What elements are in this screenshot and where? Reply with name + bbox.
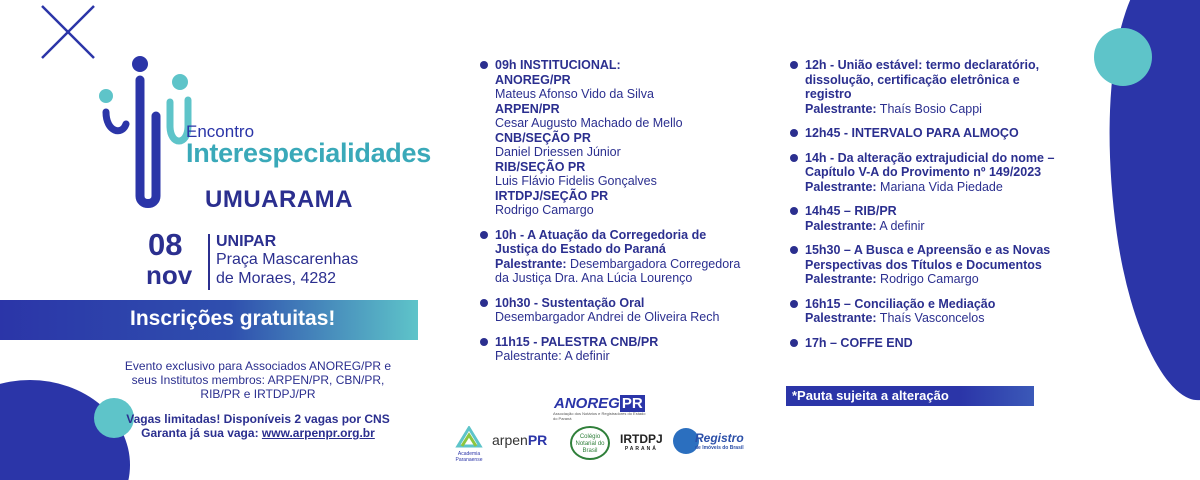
speaker-name: Rodrigo Camargo	[876, 272, 979, 286]
schedule-item	[480, 296, 780, 325]
registration-banner-text: Inscrições gratuitas!	[130, 307, 336, 330]
anoreg-logo	[554, 395, 645, 412]
anoreg-logo-text: ANOREG	[554, 395, 620, 412]
event-city: UMUARAMA	[205, 186, 353, 213]
registro-logo	[695, 431, 744, 451]
schedule-item	[790, 243, 1090, 287]
schedule-title: Capítulo V-A do Provimento nº 149/2023	[805, 165, 1042, 179]
decorative-circle-top-right	[1094, 28, 1152, 86]
x-decoration-icon	[38, 2, 98, 62]
eligibility-notice	[100, 359, 416, 401]
speaker-name: Desembargadora Corregedora	[566, 256, 741, 271]
schedule-title: dissolução, certificação eletrônica e	[805, 72, 1020, 87]
organization-name: IRTDPJ/SEÇÃO PR	[495, 188, 609, 203]
person-name: Mateus Afonso Vido da Silva	[495, 87, 654, 101]
schedule-title: 17h – COFFE END	[805, 335, 913, 350]
schedule-item	[790, 126, 1090, 141]
colegio-notarial-logo: Colégio Notarial do Brasil	[570, 426, 610, 460]
schedule-title: 11h15 - PALESTRA CNB/PR	[495, 334, 659, 349]
anoreg-logo-pr: PR	[621, 395, 643, 412]
schedule-title: 10h30 - Sustentação Oral	[495, 295, 645, 310]
person-name: Rodrigo Camargo	[495, 203, 594, 217]
schedule-item	[790, 58, 1090, 116]
schedule-item	[790, 151, 1090, 195]
speaker-label: Palestrante:	[805, 101, 877, 116]
limited-spots-text: Vagas limitadas! Disponíveis 2 vagas por CNS	[126, 412, 390, 426]
irtdpj-logo-text: IRTDPJ	[620, 432, 663, 446]
program-column-right	[790, 58, 1090, 360]
speaker-name: da Justiça Dra. Ana Lúcia Lourenço	[495, 271, 693, 285]
arpen-logo-text: arpen	[492, 432, 528, 448]
speaker-name: Thaís Bosio Cappi	[876, 101, 982, 116]
schedule-item	[790, 204, 1090, 233]
speaker-label: Palestrante:	[805, 311, 877, 325]
organization-name: ARPEN/PR	[495, 101, 560, 116]
irtdpj-logo-subtitle: PARANÁ	[624, 446, 658, 452]
event-title-small: Encontro	[186, 122, 255, 141]
academia-logo-text: Academia Paranaense	[455, 451, 483, 463]
schedule-title: 14h - Da alteração extrajudicial do nome –	[805, 150, 1055, 165]
registration-notice	[100, 412, 416, 440]
schedule-item	[790, 336, 1090, 351]
academia-logo-icon	[452, 426, 486, 448]
schedule-item	[480, 58, 780, 218]
schedule-disclaimer: *Pauta sujeita a alteração	[786, 386, 1034, 406]
arpen-logo-pr: PR	[527, 432, 548, 448]
irtdpj-logo	[620, 432, 663, 452]
schedule-item	[790, 297, 1090, 326]
organization-name: CNB/SEÇÃO PR	[495, 130, 591, 145]
registro-logo-subtitle: de Imóveis do Brasil	[695, 445, 744, 451]
speaker-name: A definir	[876, 218, 925, 233]
schedule-item	[480, 228, 780, 286]
event-month: nov	[146, 260, 193, 290]
venue-address-line1: Praça Mascarenhas	[216, 251, 359, 268]
speaker-label: Palestrante:	[805, 179, 877, 194]
anoreg-logo-subtitle: Associação dos Notários e Registradores do Estado do Paraná	[553, 411, 646, 421]
notice-line: Evento exclusivo para Associados ANOREG/PR e	[124, 359, 392, 373]
speaker-label: Palestrante:	[805, 218, 877, 233]
guarantee-line	[100, 426, 416, 440]
registro-logo-text: Registro	[695, 431, 744, 445]
venue-address-line2: de Moraes, 4282	[216, 270, 337, 287]
schedule-title: Justiça do Estado do Paraná	[495, 242, 666, 256]
arpen-logo	[492, 432, 547, 448]
schedule-item	[480, 335, 780, 364]
schedule-title: 14h45 – RIB/PR	[805, 204, 897, 218]
academia-logo	[452, 426, 486, 463]
schedule-title: 12h45 - INTERVALO PARA ALMOÇO	[805, 126, 1019, 140]
guarantee-text: Garanta já sua vaga:	[141, 426, 262, 440]
schedule-title: 16h15 – Conciliação e Mediação	[805, 296, 996, 311]
person-name: Luis Flávio Fidelis Gonçalves	[495, 174, 657, 188]
speaker-name: Mariana Vida Piedade	[876, 179, 1003, 194]
schedule-title: 15h30 – A Busca e Apreensão e as Novas	[805, 243, 1051, 257]
notice-line: seus Institutos membros: ARPEN/PR, CBN/PR,	[131, 373, 385, 387]
speaker-label: Palestrante:	[495, 256, 567, 271]
event-day: 08	[148, 227, 183, 262]
registration-link[interactable]: www.arpenpr.org.br	[261, 426, 375, 440]
person-name: Cesar Augusto Machado de Mello	[495, 116, 683, 130]
notice-line: RIB/PR e IRTDPJ/PR	[200, 387, 316, 401]
schedule-title: 09h INSTITUCIONAL:	[495, 58, 621, 72]
person-name: Daniel Driessen Júnior	[495, 145, 621, 159]
schedule-title: Perspectivas dos Títulos e Documentos	[805, 257, 1042, 272]
organization-name: RIB/SEÇÃO PR	[495, 159, 586, 174]
organization-name: ANOREG/PR	[495, 72, 571, 87]
schedule-title: 12h - União estável: termo declaratório,	[805, 58, 1040, 72]
speaker-name: Thaís Vasconcelos	[876, 311, 985, 325]
speaker-name: Palestrante: A definir	[495, 349, 610, 363]
schedule-title: registro	[805, 87, 852, 101]
speaker-name: Desembargador Andrei de Oliveira Rech	[495, 310, 720, 324]
speaker-label: Palestrante:	[805, 272, 877, 286]
event-title: Interespecialidades	[186, 138, 431, 168]
program-column-left	[480, 58, 780, 374]
venue-name: UNIPAR	[216, 233, 277, 250]
divider	[208, 234, 210, 290]
schedule-title: 10h - A Atuação da Corregedoria de	[495, 227, 707, 242]
